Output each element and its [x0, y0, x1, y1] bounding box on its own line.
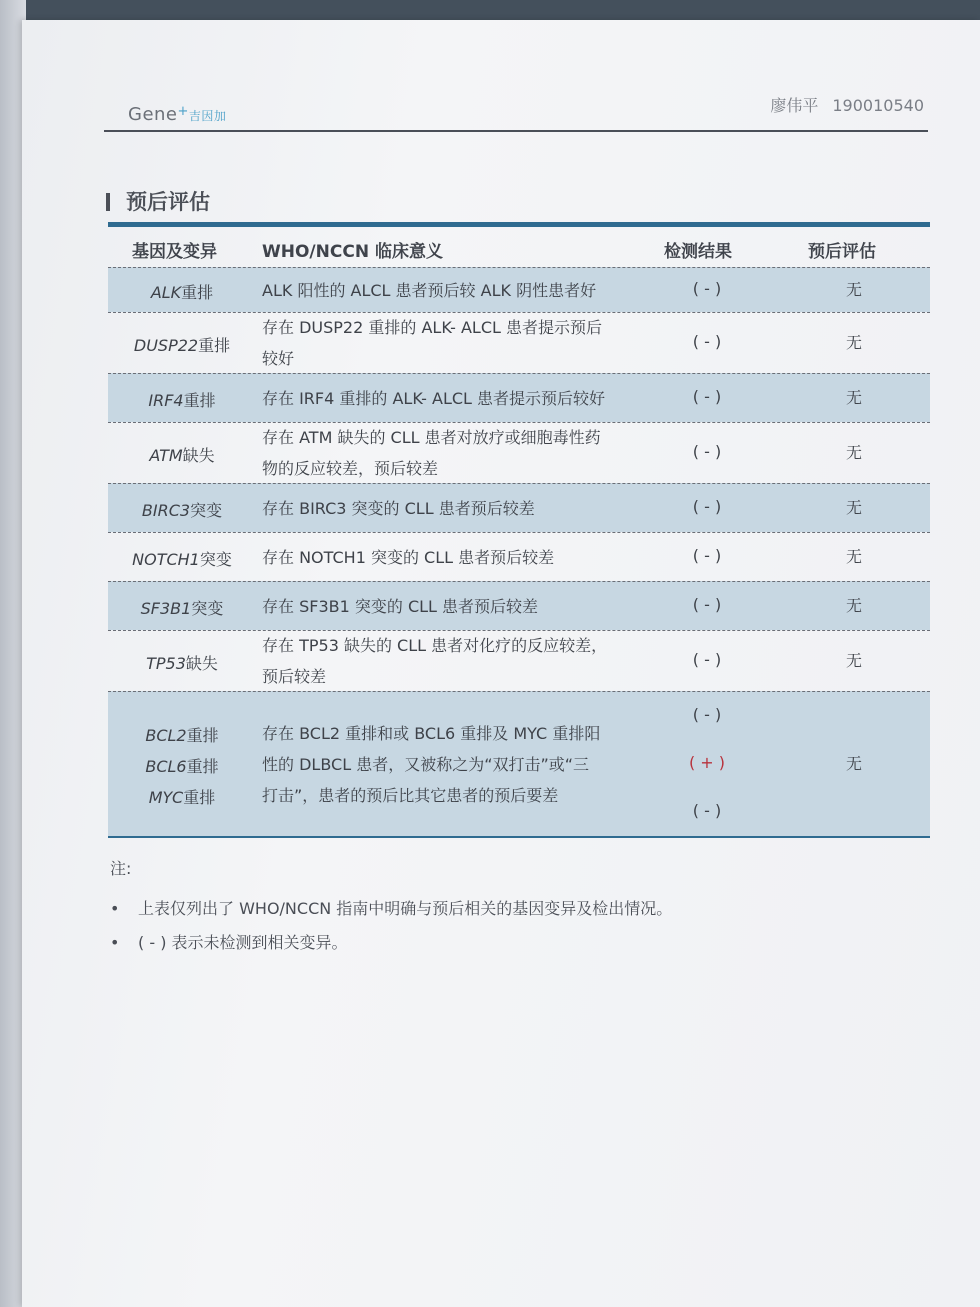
gene-cell	[108, 498, 256, 521]
col-header-significance: WHO/NCCN 临床意义	[262, 242, 443, 262]
prognosis-cell: 无	[845, 651, 862, 670]
result-cell: ( - )	[692, 650, 722, 669]
table-row	[108, 267, 930, 312]
section-marker	[106, 193, 110, 211]
variant-type: 缺失	[182, 445, 215, 465]
prognosis-cell: 无	[845, 388, 862, 407]
result-cell: ( + )	[688, 753, 726, 772]
significance-cell	[262, 422, 642, 484]
gene-name: ALK	[150, 282, 182, 302]
table-row	[108, 373, 930, 422]
notes-label: 注:	[110, 859, 132, 878]
prognosis-cell: 无	[845, 498, 862, 517]
result-cell: ( - )	[692, 705, 722, 724]
significance-line: 较好	[262, 349, 295, 368]
gene-name: ATM	[149, 445, 183, 465]
prognosis-cell: 无	[845, 596, 862, 615]
significance-cell	[262, 312, 642, 374]
variant-type: 重排	[183, 787, 216, 807]
variant-type: 缺失	[185, 653, 218, 673]
prognosis-cell: 无	[845, 547, 862, 566]
variant-type: 重排	[183, 390, 216, 410]
note-bullet: •	[110, 933, 120, 952]
variant-type: 重排	[186, 756, 219, 776]
gene-name: SF3B1	[140, 598, 192, 618]
table-row	[108, 581, 930, 630]
gene-name: BCL6	[145, 756, 187, 776]
significance-line: 打击”，患者的预后比其它患者的预后要差	[262, 785, 559, 805]
prognosis-cell: 无	[845, 443, 862, 462]
gene-cell	[108, 596, 256, 619]
prognosis-cell: 无	[845, 333, 862, 352]
variant-type: 突变	[190, 500, 223, 520]
significance-line: 存在 TP53 缺失的 CLL 患者对化疗的反应较差，	[262, 636, 608, 655]
table-row	[108, 312, 930, 373]
significance-line: 存在 BCL2 重排和或 BCL6 重排及 MYC 重排阳	[262, 723, 601, 743]
gene-name: MYC	[148, 787, 184, 807]
note-text: ( - ) 表示未检测到相关变异。	[138, 933, 348, 952]
significance-line: ALK 阳性的 ALCL 患者预后较 ALK 阴性患者好	[262, 280, 597, 300]
gene-name: BIRC3	[141, 500, 191, 520]
significance-line: 预后较差	[262, 667, 327, 686]
gene-name: NOTCH1	[132, 549, 200, 569]
gene-name: IRF4	[148, 390, 184, 410]
prognosis-cell: 无	[845, 280, 862, 299]
gene-cell	[108, 785, 256, 808]
significance-cell	[262, 493, 642, 524]
note-bullet: •	[110, 899, 120, 918]
patient-info	[756, 93, 924, 116]
variant-type: 重排	[198, 335, 231, 355]
table-row	[108, 691, 930, 838]
significance-cell	[262, 383, 642, 414]
result-cell: ( - )	[692, 497, 722, 516]
gene-name: DUSP22	[133, 335, 199, 355]
patient-id: 190010540	[832, 96, 924, 115]
variant-type: 突变	[191, 598, 224, 618]
gene-cell	[108, 547, 256, 570]
logo-cn: 吉因加	[188, 109, 227, 123]
result-cell: ( - )	[692, 546, 722, 565]
result-cell: ( - )	[692, 595, 722, 614]
result-cell: ( - )	[692, 801, 722, 820]
significance-cell	[262, 591, 642, 622]
significance-cell	[262, 718, 642, 811]
col-header-result: 检测结果	[664, 242, 732, 262]
significance-line: 存在 SF3B1 突变的 CLL 患者预后较差	[262, 596, 539, 616]
patient-name: 廖伟平	[770, 96, 819, 115]
note-text: 上表仅列出了 WHO/NCCN 指南中明确与预后相关的基因变异及检出情况。	[138, 899, 673, 918]
header-divider	[104, 130, 928, 132]
significance-line: 存在 IRF4 重排的 ALK- ALCL 患者提示预后较好	[262, 388, 606, 408]
gene-cell	[108, 754, 256, 777]
section-title	[106, 186, 210, 216]
variant-type: 突变	[199, 549, 232, 569]
significance-cell	[262, 542, 642, 573]
col-header-gene: 基因及变异	[132, 242, 217, 262]
significance-line: 存在 DUSP22 重排的 ALK- ALCL 患者提示预后	[262, 318, 603, 337]
section-title-text: 预后评估	[126, 190, 210, 214]
table-row	[108, 422, 930, 483]
gene-name: BCL2	[145, 725, 187, 745]
logo-text: Gene	[128, 104, 178, 125]
table-body	[108, 267, 930, 838]
significance-line: 物的反应较差，预后较差	[262, 459, 439, 478]
logo-plus: +	[177, 104, 189, 119]
gene-cell	[108, 723, 256, 746]
table-row	[108, 483, 930, 532]
result-cell: ( - )	[692, 279, 722, 298]
gene-cell	[108, 443, 256, 466]
gene-cell	[108, 280, 256, 303]
gene-cell	[108, 651, 256, 674]
gene-name: TP53	[146, 653, 186, 673]
significance-cell	[262, 275, 642, 306]
variant-type: 重排	[186, 725, 219, 745]
note-item	[110, 930, 348, 953]
significance-line: 存在 NOTCH1 突变的 CLL 患者预后较差	[262, 547, 555, 567]
table-row	[108, 532, 930, 581]
variant-type: 重排	[181, 282, 214, 302]
table-row	[108, 630, 930, 691]
result-cell: ( - )	[692, 387, 722, 406]
note-item	[110, 896, 672, 919]
significance-cell	[262, 630, 642, 692]
gene-cell	[108, 333, 256, 356]
brand-logo	[128, 104, 226, 125]
result-cell: ( - )	[692, 442, 722, 461]
table-header	[108, 227, 930, 267]
prognosis-table	[108, 222, 930, 838]
gene-cell	[108, 388, 256, 411]
prognosis-cell: 无	[845, 754, 862, 773]
significance-line: 存在 ATM 缺失的 CLL 患者对放疗或细胞毒性药	[262, 428, 601, 447]
significance-line: 存在 BIRC3 突变的 CLL 患者预后较差	[262, 498, 535, 518]
significance-line: 性的 DLBCL 患者，又被称之为“双打击”或“三	[262, 754, 590, 774]
result-cell: ( - )	[692, 332, 722, 351]
col-header-prognosis: 预后评估	[808, 242, 876, 262]
